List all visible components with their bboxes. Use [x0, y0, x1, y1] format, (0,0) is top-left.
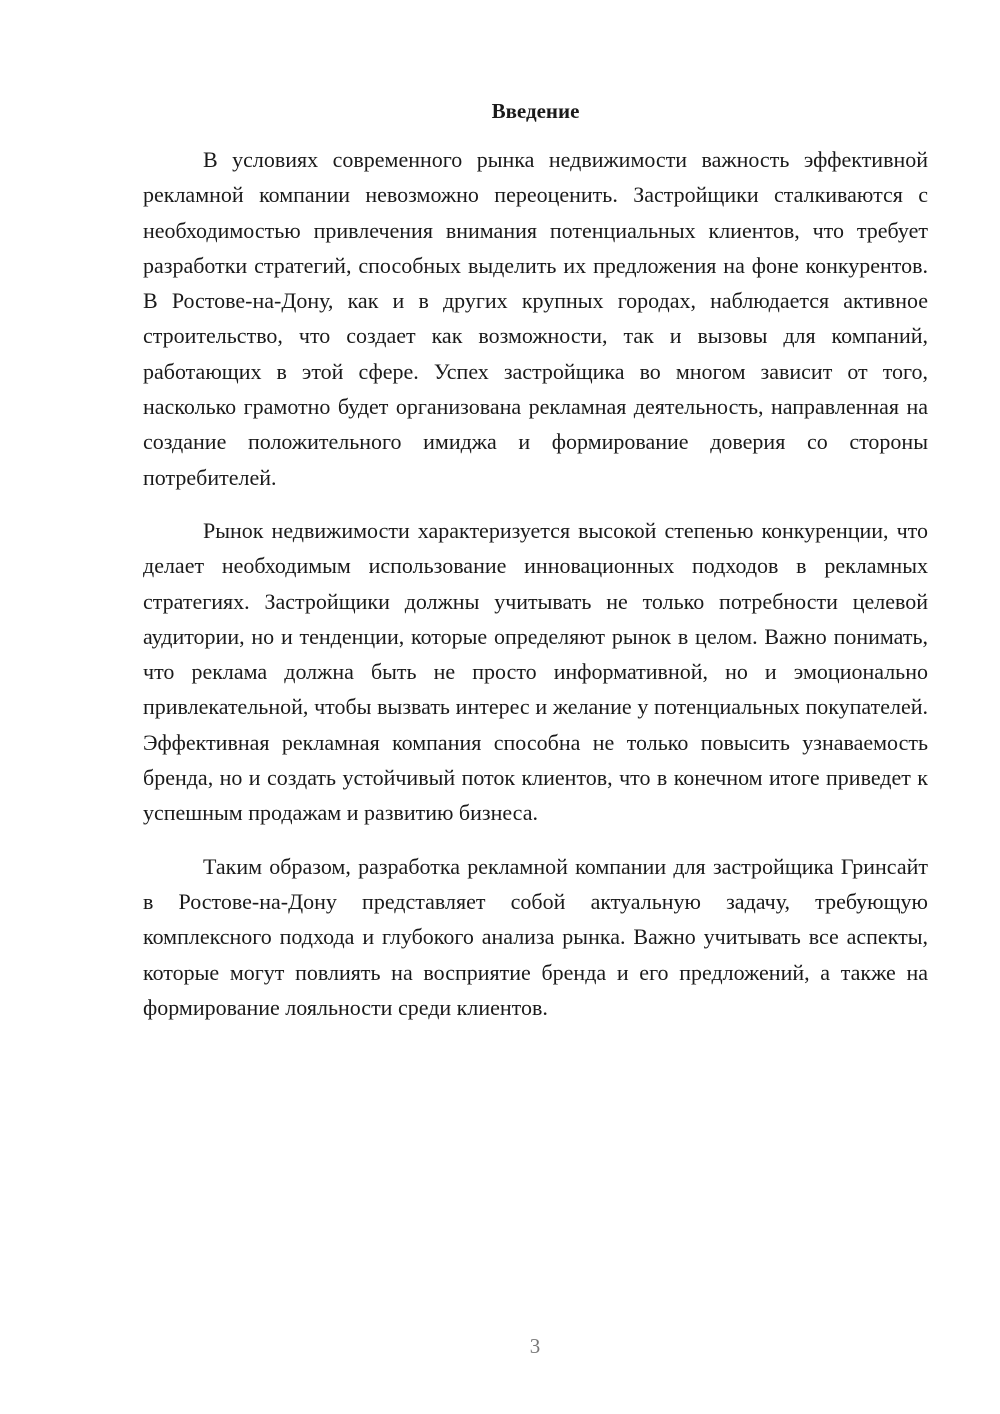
paragraph-3: Таким образом, разработка рекламной компании для застройщика Гринсайт в Ростове-на-Дону представляет собой актуальную задачу, требующую комплексного подхода и глубокого анализа рынка. Важно учитывать все аспекты, которые могут повлиять на восприятие бренда и его предложений, а также на формирование лояльности среди клиентов. [143, 853, 928, 1020]
body-text [143, 142, 928, 1043]
paragraph-1: В условиях современного рынка недвижимости важность эффективной рекламной компании невозможно переоценить. Застройщики сталкиваются с необходимостью привлечения внимания потенциальных клиентов, что требует разработки стратегий, способных выделить их предложения на фоне конкурентов. В Ростове-на-Дону, как и в других крупных городах, наблюдается активное строительство, что создает как возможности, так и вызовы для компаний, работающих в этой сфере. Успех застройщика во многом зависит от того, насколько грамотно будет организована рекламная деятельность, направленная на создание положительного имиджа и формирование доверия со стороны потребителей. [143, 147, 928, 490]
section-title: Введение [491, 99, 580, 123]
paragraph-2: Рынок недвижимости характеризуется высокой степенью конкуренции, что делает необходимым использование инновационных подходов в рекламных стратегиях. Застройщики должны учитывать не только потребности целевой аудитории, но и тенденции, которые определяют рынок в целом. Важно понимать, что реклама должна быть не просто информативной, но и эмоционально привлекательной, чтобы вызвать интерес и желание у потенциальных покупателей. Эффективная рекламная компания способна не только повысить узнаваемость бренда, но и создать устойчивый поток клиентов, что в конечном итоге приведет к успешным продажам и развитию бизнеса. [143, 517, 928, 826]
page-number: 3 [529, 1334, 541, 1358]
